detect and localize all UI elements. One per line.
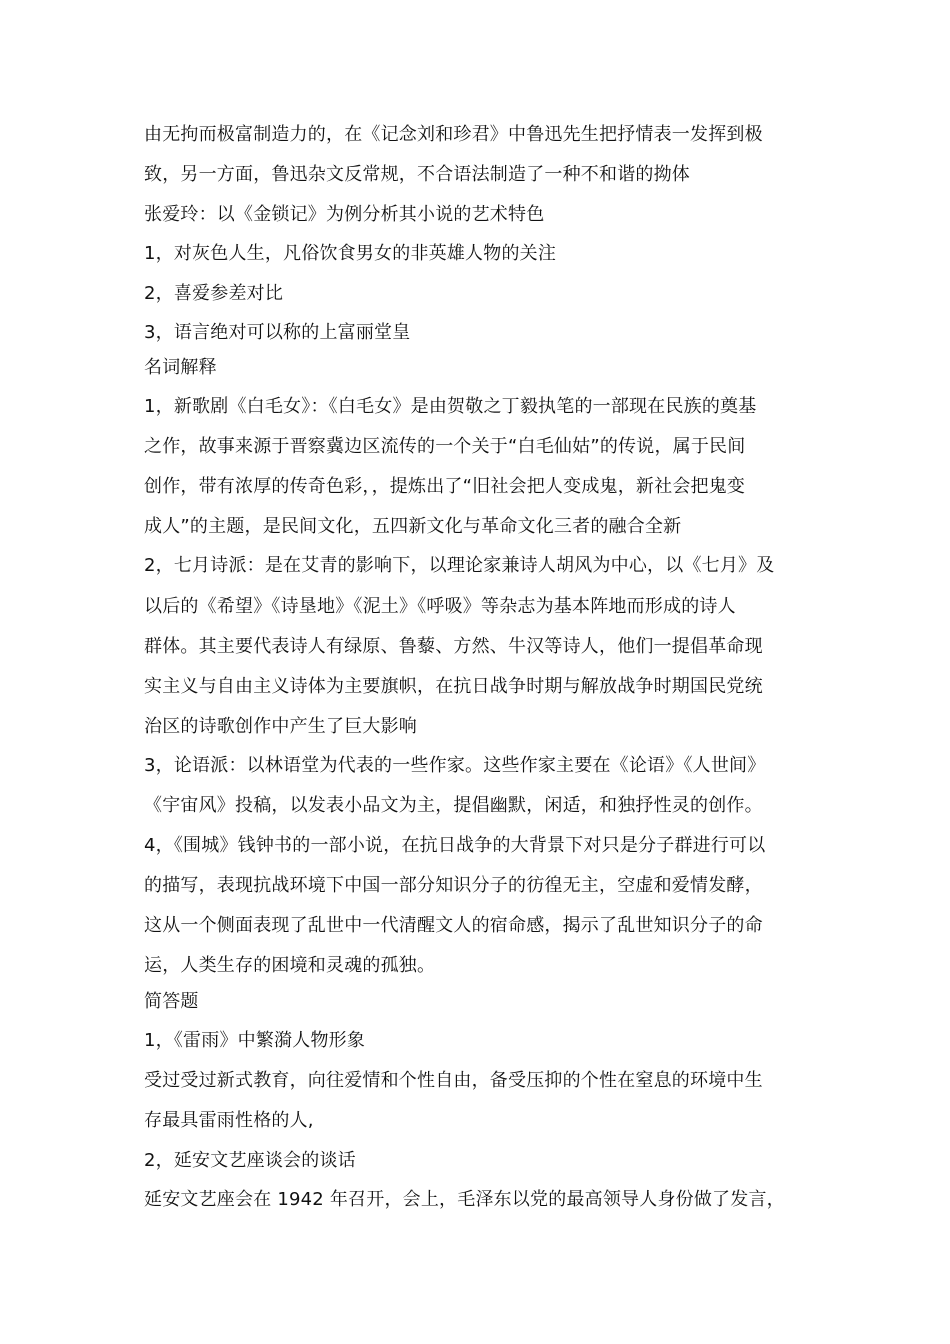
list-item: 2，喜爱参差对比 bbox=[144, 283, 284, 304]
paragraph-line: 运，人类生存的困境和灵魂的孤独。 bbox=[144, 955, 436, 976]
paragraph-line: 创作，带有浓厚的传奇色彩，，提炼出了“旧社会把人变成鬼，新社会把鬼变 bbox=[144, 476, 746, 497]
paragraph-line: 存最具雷雨性格的人, bbox=[144, 1110, 314, 1131]
paragraph-line: 这从一个侧面表现了乱世中一代清醒文人的宿命感，揭示了乱世知识分子的命 bbox=[144, 915, 763, 936]
paragraph-line: 3，论语派：以林语堂为代表的一些作家。这些作家主要在《论语》《人世间》 bbox=[144, 755, 766, 776]
paragraph-line: 《宇宙风》投稿，以发表小品文为主，提倡幽默，闲适，和独抒性灵的创作。 bbox=[144, 795, 763, 816]
paragraph-line: 以后的《希望》《诗垦地》《泥土》《呼吸》等杂志为基本阵地而形成的诗人 bbox=[144, 596, 736, 617]
paragraph-line: 群体。其主要代表诗人有绿原、鲁藜、方然、牛汉等诗人，他们一提倡革命现 bbox=[144, 636, 763, 657]
paragraph-line: 致，另一方面，鲁迅杂文反常规，不合语法制造了一种不和谐的拗体 bbox=[144, 164, 690, 185]
section-heading-short-answer: 简答题 bbox=[144, 991, 199, 1012]
list-item: 1，《雷雨》中繁漪人物形象 bbox=[144, 1030, 366, 1051]
paragraph-line: 延安文艺座会在 1942 年召开，会上，毛泽东以党的最高领导人身份做了发言， bbox=[144, 1189, 785, 1210]
paragraph-line: 实主义与自由主义诗体为主要旗帜，在抗日战争时期与解放战争时期国民党统 bbox=[144, 676, 763, 697]
paragraph-line: 成人”的主题，是民间文化，五四新文化与革命文化三者的融合全新 bbox=[144, 516, 682, 537]
paragraph-line: 的描写，表现抗战环境下中国一部分知识分子的彷徨无主，空虚和爱情发酵， bbox=[144, 875, 763, 896]
paragraph-line: 之作，故事来源于晋察冀边区流传的一个关于“白毛仙姑”的传说，属于民间 bbox=[144, 436, 746, 457]
paragraph-line: 1，新歌剧《白毛女》：《白毛女》是由贺敬之丁毅执笔的一部现在民族的奠基 bbox=[144, 396, 757, 417]
list-item: 2，延安文艺座谈会的谈话 bbox=[144, 1150, 356, 1171]
list-item: 1，对灰色人生，凡俗饮食男女的非英雄人物的关注 bbox=[144, 243, 557, 264]
paragraph-line: 受过受过新式教育，向往爱情和个性自由，备受压抑的个性在窒息的环境中生 bbox=[144, 1070, 763, 1091]
list-item: 3，语言绝对可以称的上富丽堂皇 bbox=[144, 322, 411, 343]
section-heading-zhang-ailing: 张爱玲：以《金锁记》为例分析其小说的艺术特色 bbox=[144, 204, 545, 225]
paragraph-line: 2，七月诗派：是在艾青的影响下，以理论家兼诗人胡风为中心，以《七月》及 bbox=[144, 555, 775, 576]
paragraph-line: 由无拘而极富制造力的，在《记念刘和珍君》中鲁迅先生把抒情表一发挥到极 bbox=[144, 124, 763, 145]
paragraph-line: 治区的诗歌创作中产生了巨大影响 bbox=[144, 716, 417, 737]
paragraph-line: 4，《围城》钱钟书的一部小说，在抗日战争的大背景下对只是分子群进行可以 bbox=[144, 835, 766, 856]
section-heading-terms: 名词解释 bbox=[144, 357, 217, 378]
